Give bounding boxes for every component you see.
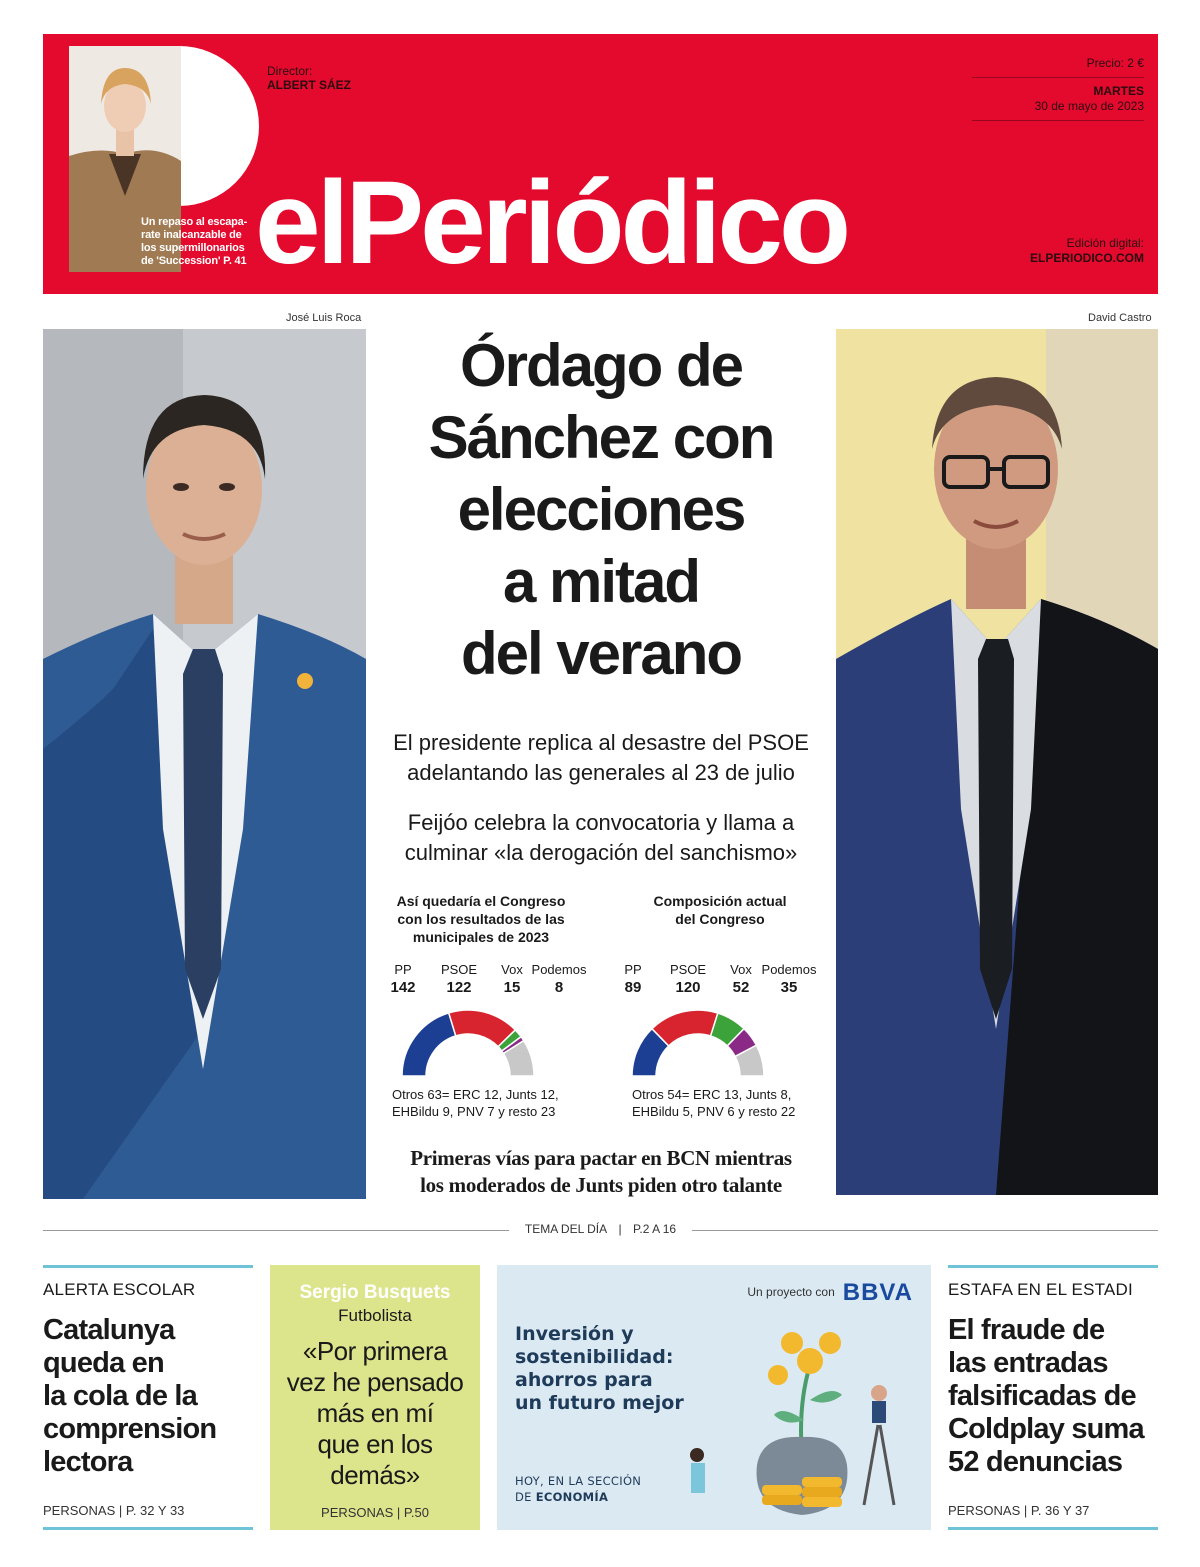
chart-1-title: Así quedaría el Congreso con los resultados de las municipales de 2023: [396, 893, 566, 945]
issue-date: 30 de mayo de 2023: [1034, 99, 1144, 113]
advert-footer: HOY, EN LA SECCIÓN DE ECONOMÍA: [515, 1474, 642, 1504]
director-credit: Director: ALBERT SÁEZ: [267, 64, 351, 92]
chart-2-label-pp: PP 89: [624, 962, 642, 996]
chart-2-label-psoe: PSOE 120: [669, 962, 707, 996]
chart-1-hemicycle: [388, 998, 578, 1082]
sanchez-photo[interactable]: [43, 329, 366, 1199]
teaser-alerta-escolar[interactable]: [43, 1265, 253, 1530]
chart-2-title: Composición actual del Congreso: [653, 893, 787, 927]
chart-1-label-podemos: Podemos 8: [531, 962, 587, 996]
tema-pages: P.2 A 16: [625, 1222, 684, 1236]
teaser-busquets-quote[interactable]: [270, 1265, 480, 1530]
tema-label: TEMA DEL DÍA: [517, 1222, 615, 1236]
chart-1-label-pp: PP 142: [390, 962, 416, 996]
quote-author-role: Futbolista: [338, 1306, 412, 1325]
chart-2-label-podemos: Podemos 35: [761, 962, 817, 996]
chart-1-label-psoe: PSOE 122: [440, 962, 478, 996]
main-headline[interactable]: Órdago de Sánchez con elecciones a mitad del verano: [428, 332, 774, 687]
price: Precio: 2 €: [1086, 56, 1144, 70]
photo-credit-left: José Luis Roca: [286, 312, 362, 324]
teaser-page-ref: PERSONAS | P. 32 Y 33: [43, 1503, 185, 1518]
masthead: [43, 34, 1158, 294]
chart-1-footnote: Otros 63= ERC 12, Junts 12, EHBildu 9, PNV 7 y resto 23: [392, 1087, 559, 1119]
teaser-page-ref: PERSONAS | P. 36 Y 37: [948, 1503, 1090, 1518]
seat-segment-pp: [402, 1013, 456, 1076]
standfirst-1: El presidente replica al desastre del PSOE adelantando las generales al 23 de julio: [393, 730, 809, 785]
advert-title: Inversión y sostenibilidad: ahorros para un futuro mejor: [515, 1323, 684, 1414]
chart-2-hemicycle: [618, 998, 808, 1082]
sponsor: Un proyecto con BBVA: [747, 1279, 913, 1306]
teaser-estafa-estadi[interactable]: [948, 1265, 1158, 1530]
teaser-headline[interactable]: Catalunya queda en la cola de la comprension lectora: [43, 1314, 217, 1478]
tema-del-dia-bar: TEMA DEL DÍA | P.2 A 16: [43, 1220, 1158, 1240]
feijoo-photo[interactable]: [836, 329, 1158, 1195]
chart-2-footnote: Otros 54= ERC 13, Junts 8, EHBildu 5, PNV 6 y resto 22: [632, 1087, 796, 1119]
coins-illustration-icon: [682, 1305, 922, 1530]
chart-2-label-vox: Vox 52: [730, 962, 752, 996]
website-link[interactable]: ELPERIODICO.COM: [1029, 251, 1144, 265]
quote-author: Sergio Busquets: [299, 1282, 451, 1303]
newspaper-logo[interactable]: elPeriódico: [255, 157, 848, 289]
chart-1-label-vox: Vox 15: [501, 962, 523, 996]
quote-text[interactable]: «Por primera vez he pensado más en mí que en los demás»: [286, 1336, 464, 1490]
price-date-block: [972, 56, 1144, 127]
digital-edition: Edición digital: ELPERIODICO.COM: [1029, 236, 1144, 265]
weekday: MARTES: [1093, 84, 1144, 98]
secondary-headline[interactable]: Primeras vías para pactar en BCN mientras los moderados de Junts piden otro talante: [410, 1146, 792, 1197]
photo-credit-right: David Castro: [1088, 312, 1152, 324]
bbva-logo: BBVA: [842, 1279, 913, 1306]
teaser-section: ALERTA ESCOLAR: [43, 1280, 196, 1299]
standfirst-2: Feijóo celebra la convocatoria y llama a culminar «la derogación del sanchismo»: [404, 810, 798, 865]
promo-caption[interactable]: Un repaso al escapa- rate inalcanzable de los supermillonarios de 'Succession' P. 41: [141, 216, 248, 267]
teaser-headline[interactable]: El fraude de las entradas falsificadas de Coldplay suma 52 denuncias: [948, 1314, 1144, 1478]
teaser-page-ref: PERSONAS | P.50: [321, 1505, 429, 1520]
teaser-section: ESTAFA EN EL ESTADI: [948, 1280, 1133, 1299]
bbva-advert[interactable]: [497, 1265, 931, 1530]
